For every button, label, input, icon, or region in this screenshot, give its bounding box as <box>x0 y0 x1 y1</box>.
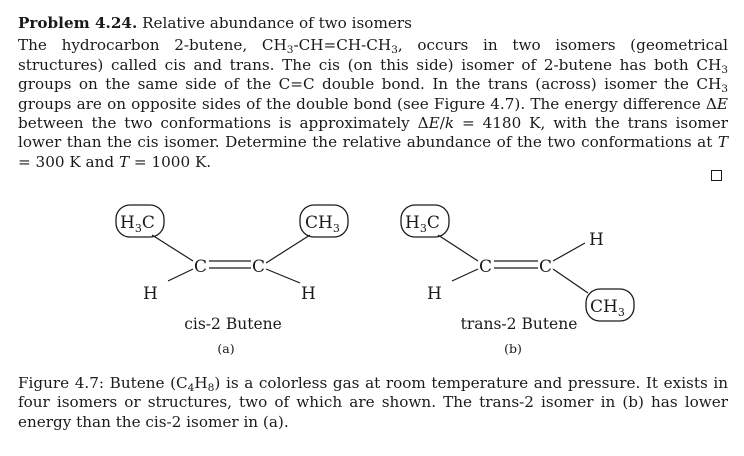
cis-hydrogen-left: H <box>143 284 158 304</box>
cis-carbon-right: C <box>252 257 266 277</box>
panel-label-b: (b) <box>504 341 522 356</box>
problem-heading <box>18 14 728 33</box>
subscript: 3 <box>286 43 294 57</box>
trans-hydrogen-left: H <box>427 284 442 304</box>
figure-caption <box>18 374 728 432</box>
cis-group-right: $CH_3$ <box>305 213 340 235</box>
panel-label-a: (a) <box>217 341 235 356</box>
problem-text: = 300 K and <box>18 152 119 171</box>
problem-title: Relative abundance of two isomers <box>142 14 412 32</box>
cis-bond-left-top <box>152 235 193 261</box>
subscript: 8 <box>207 381 215 395</box>
trans-bond-left-bottom <box>452 269 478 281</box>
end-of-problem-box <box>711 170 722 181</box>
figure-4-7 <box>0 195 744 365</box>
math-var: E <box>428 114 440 133</box>
trans-bond-left-top <box>438 235 478 261</box>
trans-carbon-left: C <box>479 257 493 277</box>
problem-text: groups are on opposite sides of the double bond (see Figure 4.7). The energy difference Δ <box>18 94 717 113</box>
trans-group-left: $H_3C$ <box>405 213 440 235</box>
trans-bond-right-bottom <box>553 269 588 293</box>
caption-text: H <box>194 374 208 392</box>
problem-text: between the two conformations is approximately Δ <box>18 114 429 133</box>
math-var: T <box>717 133 728 152</box>
cis-hydrogen-right: H <box>301 284 316 304</box>
subscript: 3 <box>721 82 728 96</box>
problem-text: = 4180 K, with the trans isomer lower than the cis isomer. Determine the relative abundance of the two conformations at <box>18 114 728 152</box>
cis-carbon-left: C <box>194 257 208 277</box>
problem-text: -CH=CH-CH <box>293 36 392 55</box>
subscript: 3 <box>721 63 728 76</box>
cis-label: cis-2 Butene <box>184 315 282 333</box>
problem-text: , occurs in two isomers (geometrical structures) called cis and trans. The cis (on this side) isomer of 2-butene has both CH <box>18 36 728 74</box>
problem-text: = 1000 K. <box>129 152 212 171</box>
math-var: E <box>716 94 728 113</box>
problem-label: Problem 4.24. <box>18 14 138 32</box>
cis-structure <box>116 205 348 356</box>
math-var: k <box>444 114 455 133</box>
math-var: T <box>118 152 130 171</box>
cis-group-left: $H_3C$ <box>120 213 155 235</box>
cis-bond-left-bottom <box>168 269 193 281</box>
trans-label: trans-2 Butene <box>460 315 578 333</box>
cis-bond-right-bottom <box>266 269 300 283</box>
problem-body <box>18 36 728 172</box>
butene-isomers-diagram <box>0 195 744 365</box>
trans-carbon-right: C <box>539 257 553 277</box>
trans-structure <box>401 205 634 356</box>
trans-bond-right-top <box>553 243 585 261</box>
caption-text: ) is a colorless gas at room temperature and pressure. It exists in four isomers or structures, two of which are shown. The trans-2 isomer in (b) has lower energy than the cis-2 isomer in (a). <box>18 374 728 431</box>
math-op: / <box>439 114 445 133</box>
trans-group-right: $CH_3$ <box>590 297 625 319</box>
problem-text: The hydrocarbon 2-butene, CH <box>18 36 287 55</box>
problem-text: groups on the same side of the C=C double bond. In the trans (across) isomer the CH <box>18 75 722 94</box>
problem-statement <box>18 14 728 172</box>
subscript: 4 <box>187 381 195 395</box>
cis-bond-right-top <box>266 235 310 263</box>
trans-hydrogen-right: H <box>589 230 604 250</box>
caption-text: Figure 4.7: Butene (C <box>18 374 188 392</box>
subscript: 3 <box>391 43 398 57</box>
